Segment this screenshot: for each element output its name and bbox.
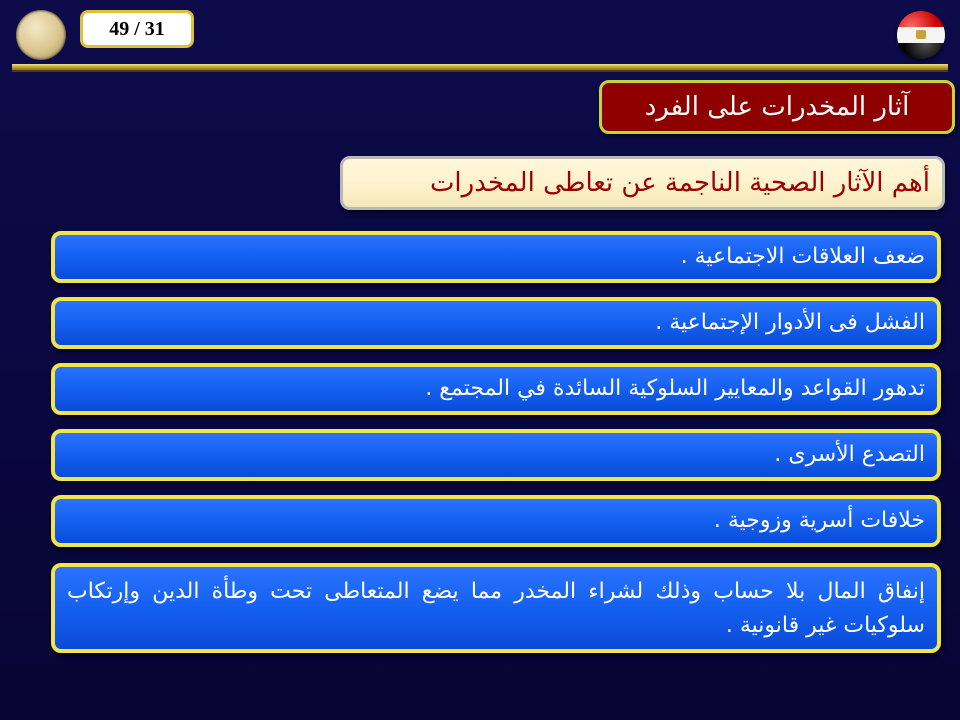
list-item: ضعف العلاقات الاجتماعية .: [51, 231, 941, 283]
egypt-flag-icon: [897, 11, 945, 59]
header-divider: [12, 64, 948, 71]
page-counter: 49 / 31: [80, 10, 194, 48]
list-item: الفشل فى الأدوار الإجتماعية .: [51, 297, 941, 349]
military-emblem-icon: [16, 10, 66, 60]
list-item: إنفاق المال بلا حساب وذلك لشراء المخدر مما يضع المتعاطى تحت وطأة الدين وإرتكاب سلوكيات غير قانونية .: [51, 563, 941, 653]
list-item: خلافات أسرية وزوجية .: [51, 495, 941, 547]
list-item: التصدع الأسرى .: [51, 429, 941, 481]
list-item: تدهور القواعد والمعايير السلوكية السائدة في المجتمع .: [51, 363, 941, 415]
slide-subtitle: أهم الآثار الصحية الناجمة عن تعاطى المخدرات: [340, 156, 945, 210]
slide-title: آثار المخدرات على الفرد: [599, 80, 955, 134]
